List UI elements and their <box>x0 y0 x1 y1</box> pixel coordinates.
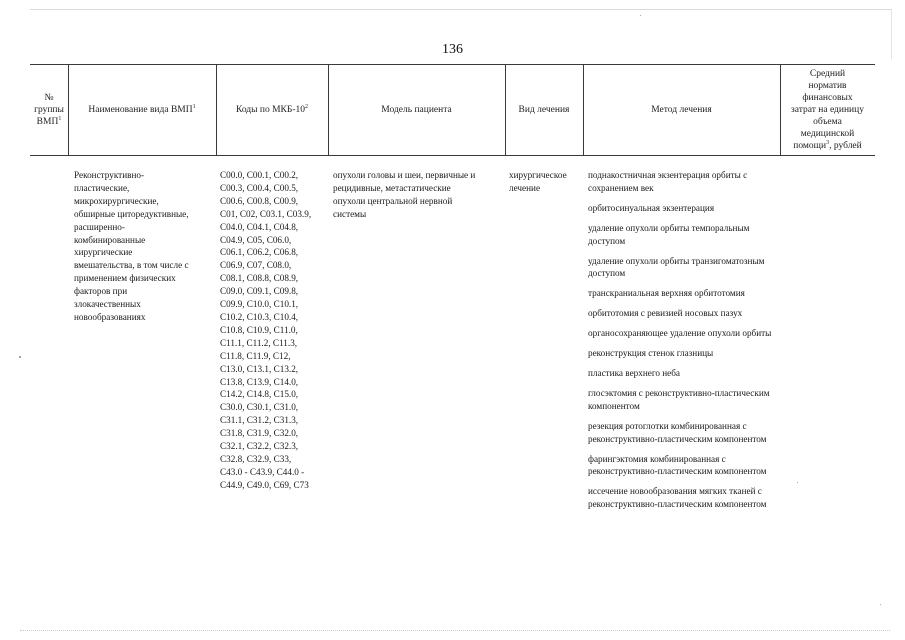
row-name-line: злокачественных <box>74 299 141 310</box>
row-code-line: C30.0, C30.1, C31.0, <box>220 402 299 413</box>
header-name: Наименование вида ВМП$^1$ <box>88 103 196 115</box>
method-item: органосохраняющее удаление опухоли орбиты <box>588 328 772 339</box>
row-code-line: C11.8, C11.9, C12, <box>220 350 291 361</box>
row-code-line: C06.1, C06.2, C06.8, <box>220 247 299 258</box>
scan-speck <box>797 482 798 483</box>
row-name-line: расширенно- <box>74 221 125 232</box>
method-item: резекция ротоглотки комбинированная с реконструктивно-пластическим компонентом <box>588 420 767 444</box>
header-cost-line: помощи$^3$, рублей <box>793 139 862 151</box>
row-code-line: C13.0, C13.1, C13.2, <box>220 363 299 374</box>
scan-edge-bottom <box>20 630 890 631</box>
header-bottom-rule <box>30 155 875 156</box>
method-item: орбитосинуальная экзентерация <box>588 202 715 213</box>
header-treatment-type: Вид лечения <box>518 104 570 115</box>
header-model: Модель пациента <box>381 104 452 115</box>
row-name-line: факторов при <box>74 286 128 297</box>
row-name-line: микрохирургические, <box>74 195 159 206</box>
row-code-line: C09.9, C10.0, C10.1, <box>220 299 299 310</box>
header-group-no-line: № <box>44 92 54 103</box>
row-codes <box>220 169 330 492</box>
header-method: Метод лечения <box>651 104 712 115</box>
page-number: 136 <box>442 42 463 57</box>
method-item: иссечение новообразования мягких тканей с реконструктивно-пластическим компонентом <box>588 486 767 510</box>
header-cost-line: норматив <box>808 80 847 91</box>
row-model-line: опухоли головы и шеи, первичные и <box>333 170 476 180</box>
row-model-line: опухоли центральной нервной <box>333 195 453 206</box>
row-code-line: C31.1, C31.2, C31.3, <box>220 415 299 426</box>
method-item: транскраниальная верхняя орбитотомия <box>588 288 745 299</box>
method-item: поднакостничная экзентерация орбиты с сохранением век <box>588 170 748 193</box>
header-cost <box>780 64 875 155</box>
row-model-line: системы <box>333 208 367 219</box>
method-item: удаление опухоли орбиты темпоральным доступом <box>588 222 750 246</box>
row-code-line: C08.1, C08.8, C08.9, <box>220 273 299 284</box>
row-name-line: пластические, <box>74 182 130 193</box>
row-treatment-type <box>509 169 583 195</box>
row-code-line: C00.6, C00.8, C00.9, <box>220 195 299 206</box>
row-code-line: C10.8, C10.9, C11.0, <box>220 324 298 335</box>
header-group-no-line: ВМП$^1$ <box>36 115 62 127</box>
row-code-line: C04.0, C04.1, C04.8, <box>220 221 299 232</box>
row-treatment-line: хирургическое <box>509 170 567 180</box>
row-name-line: вмешательства, в том числе с <box>74 260 189 271</box>
row-code-line: C10.2, C10.3, C10.4, <box>220 311 299 322</box>
row-name-line: Реконструктивно- <box>74 170 145 180</box>
row-name-line: применением физических <box>74 273 176 284</box>
header-cost-line: финансовых <box>802 92 853 103</box>
row-code-line: C14.2, C14.8, C15.0, <box>220 389 299 400</box>
row-code-line: C43.0 - C43.9, C44.0 - <box>220 466 305 477</box>
row-name-line: новообразованиях <box>74 311 146 322</box>
header-cost-line: затрат на единицу <box>791 104 864 115</box>
row-code-line: C32.1, C32.2, C32.3, <box>220 441 299 452</box>
scan-speck <box>19 356 21 358</box>
row-code-line: C00.3, C00.4, C00.5, <box>220 182 299 193</box>
scan-speck <box>640 15 641 16</box>
row-code-line: C09.0, C09.1, C09.8, <box>220 286 299 297</box>
row-model-line: рецидивные, метастатические <box>333 182 451 193</box>
row-code-line: C31.8, C31.9, C32.0, <box>220 428 299 439</box>
row-code-line: C11.1, C11.2, C11.3, <box>220 337 298 348</box>
row-code-line: C04.9, C05, C06.0, <box>220 234 292 245</box>
row-name-line: хирургические <box>74 247 133 258</box>
row-name <box>74 169 214 324</box>
row-treatment-line: лечение <box>509 182 541 193</box>
header-codes: Коды по МКБ-$10^2$ <box>235 103 309 115</box>
method-item: глосэктомия с реконструктивно-пластическим компонентом <box>588 387 770 411</box>
method-item: орбитотомия с ревизией носовых пазух <box>588 308 743 319</box>
method-item: пластика верхнего неба <box>588 367 681 378</box>
method-item: реконструкция стенок глазницы <box>588 348 714 359</box>
row-patient-model <box>333 169 505 221</box>
row-code-line: C32.8, C32.9, C33, <box>220 453 292 464</box>
header-group-no <box>30 64 68 155</box>
row-name-line: обширные циторедуктивные, <box>74 208 189 219</box>
header-cost-line: объема <box>813 116 842 127</box>
row-name-line: комбинированные <box>74 234 146 245</box>
row-methods <box>588 169 782 518</box>
row-code-line: C06.9, C07, C08.0, <box>220 260 292 271</box>
row-code-line: C00.0, C00.1, C00.2, <box>220 170 299 180</box>
method-item: фарингэктомия комбинированная с реконструктивно-пластическим компонентом <box>588 453 767 477</box>
header-cost-line: медицинской <box>800 128 855 139</box>
scan-speck <box>880 604 881 605</box>
header-cost-line: Средний <box>809 68 846 79</box>
header-group-no-line: группы <box>34 104 64 115</box>
row-code-line: C44.9, C49.0, C69, C73 <box>220 479 309 490</box>
scan-edge-top <box>30 9 892 10</box>
method-item: удаление опухоли орбиты транзигоматозным доступом <box>588 255 765 279</box>
row-code-line: C13.8, C13.9, C14.0, <box>220 376 299 387</box>
row-code-line: C01, C02, C03.1, C03.9, <box>220 208 312 219</box>
